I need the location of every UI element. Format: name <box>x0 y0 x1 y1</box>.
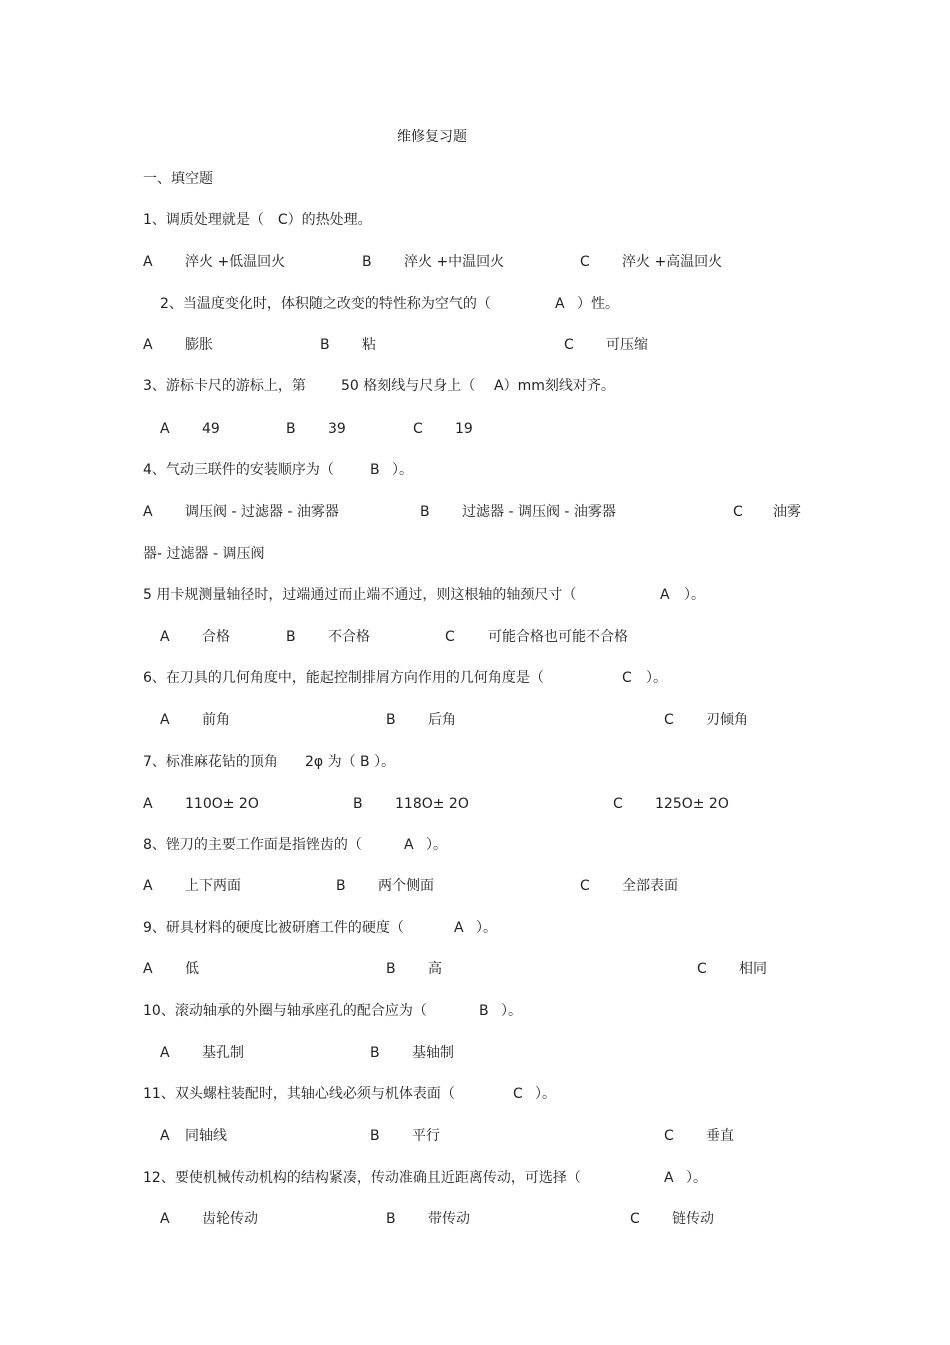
option-text: 同轴线 <box>185 1128 227 1144</box>
option-text: C <box>697 961 707 977</box>
section-heading: 一、填空题 <box>143 171 213 187</box>
option-text: 合格 <box>202 629 230 645</box>
option-text: 基孔制 <box>202 1045 244 1061</box>
option-text: A <box>160 712 170 728</box>
option-text: 19 <box>455 421 473 437</box>
question-text: 10、滚动轴承的外圈与轴承座孔的配合应为（ <box>143 1003 427 1019</box>
option-text: 刃倾角 <box>706 712 748 728</box>
option-text: 过滤器 - 调压阀 - 油雾器 <box>462 504 616 520</box>
option-text: C <box>733 504 743 520</box>
question-text: B <box>370 462 380 478</box>
option-text: C <box>580 254 590 270</box>
question-text: A <box>664 1170 674 1186</box>
question-text: 2φ 为（ B ）。 <box>305 754 396 770</box>
question-text: ）。 <box>686 1170 707 1186</box>
question-text: ）。 <box>646 670 667 686</box>
page-title: 维修复习题 <box>397 129 467 145</box>
option-text: C <box>664 712 674 728</box>
option-text: C <box>580 878 590 894</box>
question-text: A）mm刻线对齐。 <box>494 378 615 394</box>
question-text: 1、调质处理就是（ C）的热处理。 <box>143 212 372 228</box>
question-text: 8、锉刀的主要工作面是指锉齿的（ <box>143 837 362 853</box>
option-text: C <box>564 337 574 353</box>
option-text: 两个侧面 <box>378 878 434 894</box>
question-text: 50 格刻线与尺身上（ <box>341 378 476 394</box>
option-text: 可压缩 <box>606 337 648 353</box>
question-text: ）性。 <box>577 296 619 312</box>
option-text: B <box>370 1128 380 1144</box>
option-text: 后角 <box>428 712 456 728</box>
option-text: 基轴制 <box>412 1045 454 1061</box>
option-text: 链传动 <box>672 1211 714 1227</box>
option-text: 油雾 <box>773 504 801 520</box>
option-text: A <box>160 1128 170 1144</box>
question-text: C <box>622 670 632 686</box>
option-text: C <box>664 1128 674 1144</box>
question-text: B <box>479 1003 489 1019</box>
question-text: 12、要使机械传动机构的结构紧凑，传动准确且近距离传动，可选择（ <box>143 1170 581 1186</box>
question-text: C <box>513 1086 523 1102</box>
option-text: 相同 <box>739 961 767 977</box>
option-text: B <box>386 712 396 728</box>
option-text: A <box>160 629 170 645</box>
option-text: A <box>143 961 153 977</box>
option-text: 低 <box>185 961 199 977</box>
option-text: B <box>286 421 296 437</box>
option-text: A <box>143 796 153 812</box>
option-text: B <box>286 629 296 645</box>
option-text: 可能合格也可能不合格 <box>488 629 628 645</box>
question-text: A <box>660 587 670 603</box>
option-text: C <box>630 1211 640 1227</box>
option-text: B <box>370 1045 380 1061</box>
option-text: A <box>160 1211 170 1227</box>
option-text: 膨胀 <box>185 337 213 353</box>
option-text: 前角 <box>202 712 230 728</box>
option-text: A <box>143 337 153 353</box>
option-text: B <box>386 1211 396 1227</box>
option-text: B <box>420 504 430 520</box>
question-text: ）。 <box>476 920 497 936</box>
option-text: 39 <box>328 421 346 437</box>
question-text: ）。 <box>684 587 705 603</box>
option-text: A <box>143 878 153 894</box>
option-text: 不合格 <box>328 629 370 645</box>
question-text: ）。 <box>392 462 413 478</box>
question-text: 6、在刀具的几何角度中，能起控制排屑方向作用的几何角度是（ <box>143 670 544 686</box>
option-text: 带传动 <box>428 1211 470 1227</box>
option-text: 粘 <box>362 337 376 353</box>
option-text: A <box>160 1045 170 1061</box>
option-text: 全部表面 <box>622 878 678 894</box>
question-text: ）。 <box>426 837 447 853</box>
option-text: B <box>336 878 346 894</box>
question-text: 11、双头螺柱装配时，其轴心线必须与机体表面（ <box>143 1086 455 1102</box>
option-text: 125O± 2O <box>655 796 729 812</box>
question-text: 5 用卡规测量轴径时，过端通过而止端不通过，则这根轴的轴颈尺寸（ <box>143 587 577 603</box>
question-text: 3、游标卡尺的游标上，第 <box>143 378 306 394</box>
option-text: 垂直 <box>706 1128 734 1144</box>
option-text: 高 <box>428 961 442 977</box>
question-text: ）。 <box>535 1086 556 1102</box>
question-text: A <box>404 837 414 853</box>
question-text: A <box>454 920 464 936</box>
question-text: 4、气动三联件的安装顺序为（ <box>143 462 334 478</box>
option-text: 器- 过滤器 - 调压阀 <box>143 546 265 562</box>
option-text: 调压阀 - 过滤器 - 油雾器 <box>185 504 339 520</box>
option-text: 淬火 +低温回火 <box>185 254 286 270</box>
option-text: C <box>613 796 623 812</box>
option-text: 49 <box>202 421 220 437</box>
question-text: ）。 <box>501 1003 522 1019</box>
option-text: B <box>362 254 372 270</box>
option-text: 平行 <box>412 1128 440 1144</box>
option-text: 118O± 2O <box>395 796 469 812</box>
option-text: 齿轮传动 <box>202 1211 258 1227</box>
option-text: 淬火 +高温回火 <box>622 254 723 270</box>
option-text: A <box>143 504 153 520</box>
option-text: B <box>353 796 363 812</box>
option-text: B <box>386 961 396 977</box>
option-text: B <box>320 337 330 353</box>
option-text: 淬火 +中温回火 <box>404 254 505 270</box>
question-text: 7、标准麻花钻的顶角 <box>143 754 278 770</box>
question-text: 9、研具材料的硬度比被研磨工件的硬度（ <box>143 920 404 936</box>
option-text: 上下两面 <box>185 878 241 894</box>
option-text: A <box>160 421 170 437</box>
question-text: A <box>555 296 565 312</box>
option-text: 110O± 2O <box>185 796 259 812</box>
option-text: C <box>445 629 455 645</box>
question-text: 2、当温度变化时，体积随之改变的特性称为空气的（ <box>160 296 491 312</box>
option-text: A <box>143 254 153 270</box>
option-text: C <box>413 421 423 437</box>
